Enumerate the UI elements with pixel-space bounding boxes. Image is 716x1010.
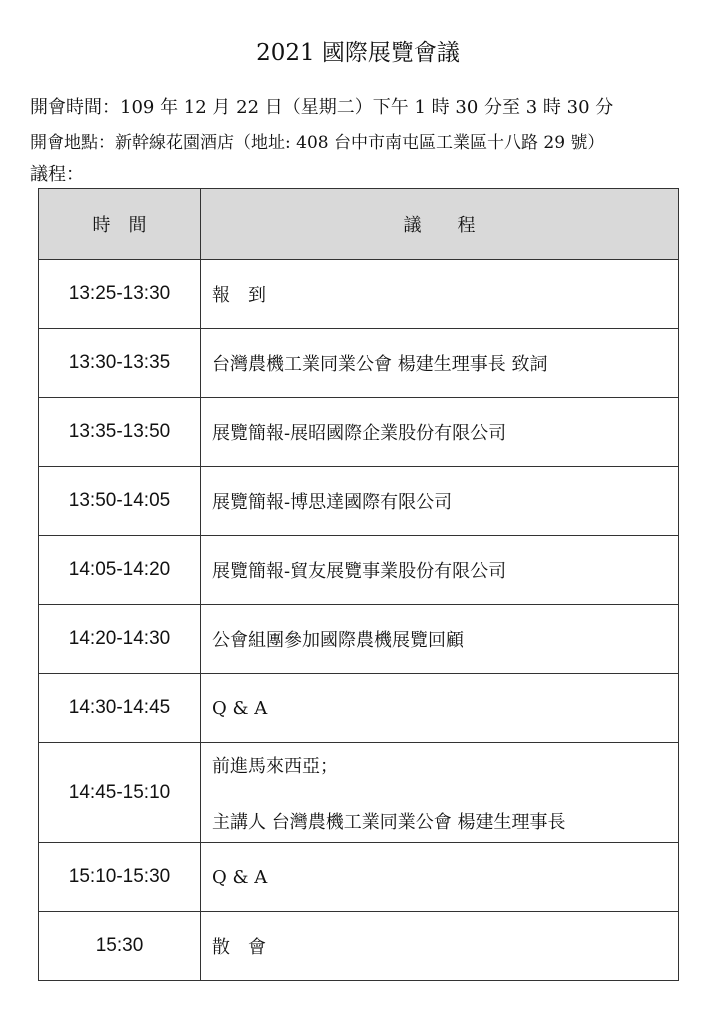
meeting-place: 開會地點：新幹線花園酒店（地址: 408 台中市南屯區工業區十八路 29 號） (30, 133, 605, 153)
meeting-time: 開會時間：109 年 12 月 22 日（星期二）下午 1 時 30 分至 3 時 30 分 (30, 97, 614, 118)
row-item: 台灣農機工業同業公會 楊建生理事長 致詞 (201, 329, 679, 398)
table-row (39, 536, 679, 605)
row-time: 14:05-14:20 (39, 536, 201, 605)
row-item: 展覽簡報-貿友展覽事業股份有限公司 (201, 536, 679, 605)
row-time: 13:50-14:05 (39, 467, 201, 536)
header-time: 時 間 (39, 189, 201, 260)
row-item: Q & A (201, 843, 679, 912)
header-item: 議 程 (201, 189, 679, 260)
table-row (39, 329, 679, 398)
table-row (39, 605, 679, 674)
row-time: 13:30-13:35 (39, 329, 201, 398)
row-item-line-2: 主講人 台灣農機工業同業公會 楊建生理事長 (212, 811, 566, 833)
row-item: 展覽簡報-展昭國際企業股份有限公司 (201, 398, 679, 467)
row-time: 13:35-13:50 (39, 398, 201, 467)
row-item: 報 到 (201, 260, 679, 329)
agenda-table (38, 188, 679, 981)
row-time: 14:30-14:45 (39, 674, 201, 743)
table-row (39, 398, 679, 467)
page-title: 2021 國際展覽會議 (256, 40, 460, 66)
row-time: 13:25-13:30 (39, 260, 201, 329)
table-row (39, 467, 679, 536)
row-time: 14:45-15:10 (39, 743, 201, 843)
row-item (201, 743, 679, 843)
row-time: 15:30 (39, 912, 201, 981)
row-time: 14:20-14:30 (39, 605, 201, 674)
table-row (39, 912, 679, 981)
row-time: 15:10-15:30 (39, 843, 201, 912)
row-item: 散 會 (201, 912, 679, 981)
row-item-line-1: 前進馬來西亞； (212, 755, 338, 777)
table-row (39, 674, 679, 743)
row-item: 公會組團參加國際農機展覽回顧 (201, 605, 679, 674)
agenda-label: 議程： (30, 164, 84, 185)
table-row (39, 843, 679, 912)
row-item: Q & A (201, 674, 679, 743)
agenda-header-row (39, 189, 679, 260)
table-row (39, 260, 679, 329)
table-row (39, 743, 679, 843)
row-item: 展覽簡報-博思達國際有限公司 (201, 467, 679, 536)
